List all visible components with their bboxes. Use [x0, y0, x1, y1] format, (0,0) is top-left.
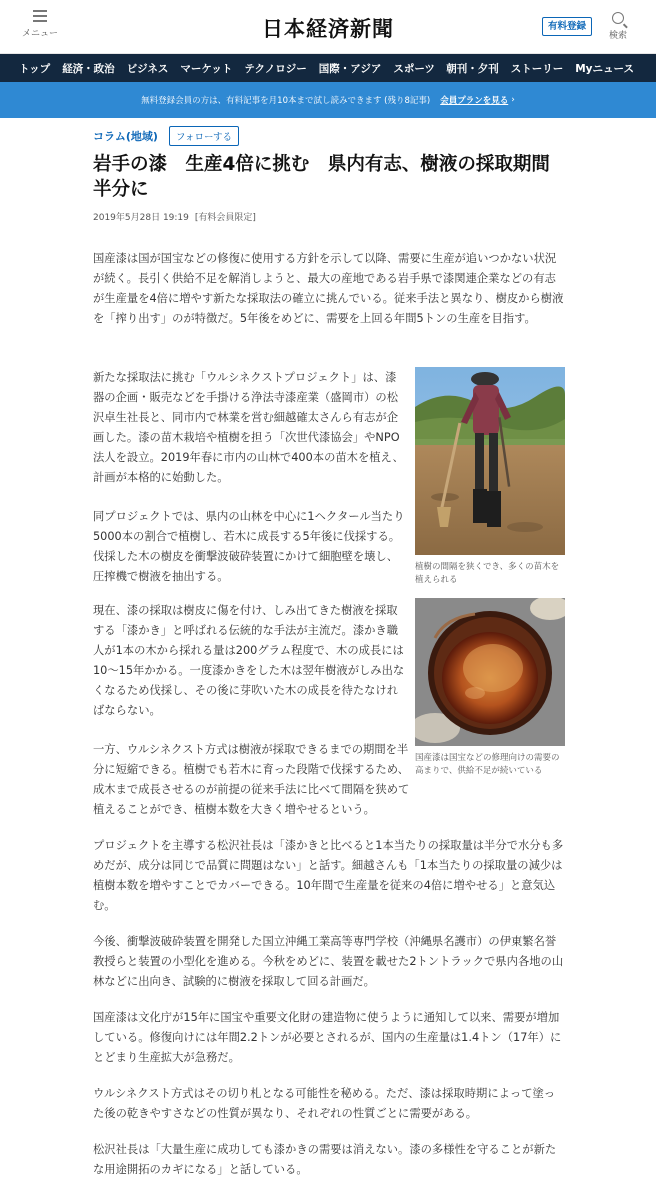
- search-button[interactable]: [602, 10, 634, 41]
- article-paragraph: 今後、衝撃波破砕装置を開発した国立沖縄工業高等専門学校（沖縄県名護市）の伊東繁名誉教授らと装置の小型化を進める。今秋をめどに、装置を載せた2トントラックで県内各地の山林などに出向き、試験的に樹液を採取して回る計画だ。: [93, 935, 564, 988]
- article-paragraph: 新たな採取法に挑む「ウルシネクストプロジェクト」は、漆器の企画・販売などを手掛ける浄法寺漆産業（盛岡市）の松沢卓生社長と、同市内で林業を営む細越確太さんら有志が企画した。漆の苗木栽培や植樹を担う「次世代漆協会」やNPO法人を設立。2019年春に市内の山林で400本の苗木を植え、計画が本格的に始動した。: [93, 371, 404, 484]
- article-paragraph: 同プロジェクトでは、県内の山林を中心に1ヘクタール当たり5000本の割合で植樹し、若木に成長する5年後に伐採する。伐採した木の樹皮を衝撃波破砕装置にかけて細胞壁を壊し、圧搾機で樹液を抽出する。: [93, 510, 405, 583]
- search-label: 検索: [608, 31, 627, 41]
- nav-item-top[interactable]: トップ: [19, 62, 51, 75]
- article-paragraph: 国産漆は国が国宝などの修復に使用する方針を示して以降、需要に生産が追いつかない状況が続く。長引く供給不足を解消しようと、最大の産地である岩手県で漆関連企業などの有志が生産量を4倍に増やす新たな採取法の確立に挑んでいる。従来手法と異なり、樹皮から樹液を「搾り出す」のが特徴だ。5年後をめどに、需要を上回る年間5トンの生産を目指す。: [93, 252, 564, 325]
- nav-item-my-news[interactable]: Myニュース: [575, 62, 634, 75]
- chevron-right-icon: ›: [511, 95, 515, 105]
- paid-register-button[interactable]: 有料登録: [542, 17, 592, 36]
- promo-banner: [0, 82, 656, 118]
- nav-item-morning-evening[interactable]: 朝刊・夕刊: [446, 62, 499, 75]
- nav-item-market[interactable]: マーケット: [180, 62, 233, 75]
- article-paragraph: プロジェクトを主導する松沢社長は「漆かきと比べると1本当たりの採取量は半分で水分も多めだが、成分は同じで品質に問題はない」と話す。細越さんも「1本当たりの採取量の減少は植樹本数を増やすことでカバーできる。10年間で生産量を従来の4倍に増やせる」と意気込む。: [93, 839, 564, 912]
- article: [93, 126, 565, 223]
- member-plan-link[interactable]: 会員プランを見る: [440, 96, 509, 106]
- article-meta: [93, 210, 565, 223]
- nav-item-technology[interactable]: テクノロジー: [244, 62, 307, 75]
- site-logo[interactable]: 日本経済新聞: [262, 16, 394, 41]
- article-paragraph: 現在、漆の採取は樹皮に傷を付け、しみ出てきた樹液を採取する「漆かき」と呼ばれる伝統的な手法が主流だ。漆かき職人が1本の木から採れる量は200グラム程度で、木の成長には10～15年かかる。一度漆かきをした木は翌年樹液がしみ出なくなるため伐採し、その後に芽吹いた木の成長を待たなければならない。: [93, 604, 405, 717]
- promo-text: 無料登録会員の方は、有料記事を月10本まで試し読みできます (残り8記事): [141, 96, 431, 106]
- nav-item-story[interactable]: ストーリー: [510, 62, 564, 75]
- article-title: 岩手の漆 生産4倍に挑む 県内有志、樹液の採取期間半分に: [93, 154, 550, 200]
- urushi-sap-photo[interactable]: [415, 598, 565, 746]
- article-paragraph: 国産漆は文化庁が15年に国宝や重要文化財の建造物に使うように通知して以来、需要が増加している。修復向けには年間2.2トンが必要とされるが、国内の生産量は1.4トン（17年）にとどまり生産拡大が急務だ。: [93, 1011, 562, 1064]
- follow-button[interactable]: フォローする: [169, 126, 239, 146]
- article-date: 2019年5月28日 19:19: [93, 213, 189, 223]
- photo-caption: 植樹の間隔を狭くでき、多くの苗木を植えられる: [415, 562, 560, 585]
- nav-item-business[interactable]: ビジネス: [126, 62, 169, 75]
- article-paragraph: ウルシネクスト方式はその切り札となる可能性を秘める。ただ、漆は採取時期によって塗った後の乾きやすさなどの性質が異なり、それぞれの性質ごとに需要がある。: [93, 1087, 556, 1120]
- photo-caption: 国産漆は国宝などの修理向けの需要の高まりで、供給不足が続いている: [415, 753, 560, 776]
- site-header: [0, 0, 656, 54]
- planting-photo[interactable]: [415, 367, 565, 555]
- nav-item-sports[interactable]: スポーツ: [393, 62, 435, 75]
- menu-label: メニュー: [21, 29, 58, 39]
- search-icon: [612, 12, 624, 24]
- nav-item-international-asia[interactable]: 国際・アジア: [318, 62, 382, 75]
- article-category[interactable]: コラム(地域): [93, 130, 158, 143]
- figure-urushi-sap: [415, 598, 565, 778]
- figure-planting: [415, 367, 565, 587]
- article-paragraph: 一方、ウルシネクスト方式は樹液が採取できるまでの期間を半分に短縮できる。植樹でも若木に育った段階で伐採するため、成木まで成長させるのが前提の従来手法に比べて間隔を狭めて植えることができ、植樹本数を大きく増やせるという。: [93, 743, 410, 816]
- nav-item-economy-politics[interactable]: 経済・政治: [62, 62, 115, 75]
- article-paragraph: 松沢社長は「大量生産に成功しても漆かきの需要は消えない。漆の多様性を守ることが新たな用途開拓のカギになる」と話している。: [93, 1143, 557, 1176]
- paid-member-tag: [有料会員限定]: [194, 213, 256, 223]
- main-nav: [0, 54, 656, 82]
